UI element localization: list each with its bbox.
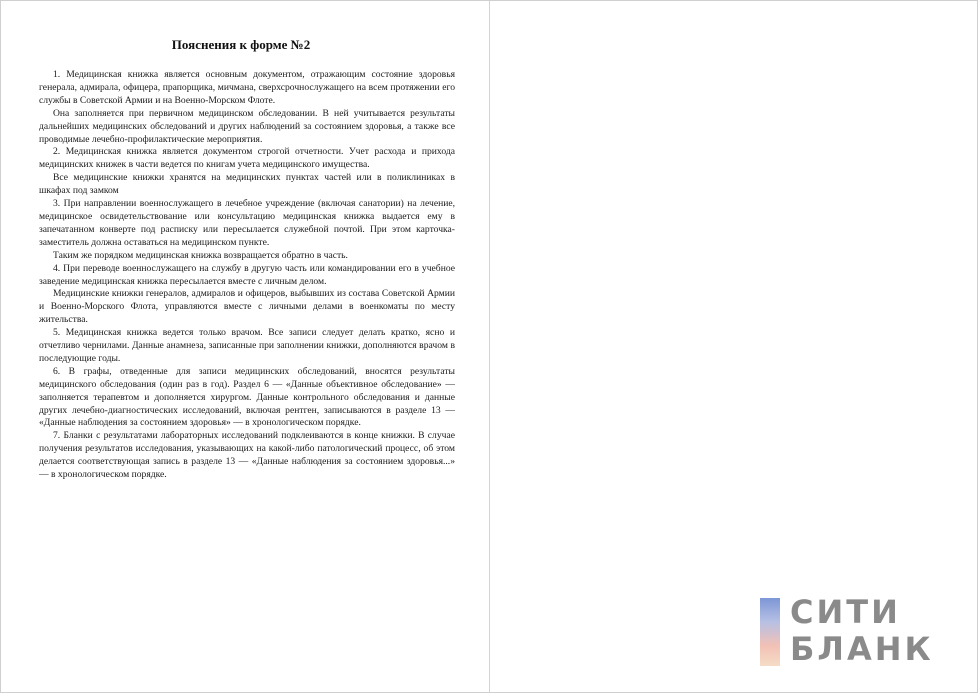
paragraph: 7. Бланки с результатами лабораторных исследований подклеиваются в конце книжки. В случае получения результатов исследования, указывающих на какой-либо патологический процесс, об этом делается соответствующая запись в разделе 13 — «Данные наблюдения за состоянием здоровья...» — в хронологическом порядке. <box>39 430 455 481</box>
paragraph: Она заполняется при первичном медицинском обследовании. В ней учитывается результаты дальнейших медицинских обследований и других наблюдений за состоянием здоровья, а также все проводимые лечебно-профилактические мероприятия. <box>39 107 455 145</box>
paragraph: 5. Медицинская книжка ведется только врачом. Все записи следует делать кратко, ясно и отчетливо чернилами. Данные анамнеза, записанные при заполнении книжки, дополняются врачом в последующие годы. <box>39 327 455 364</box>
right-page <box>490 1 977 692</box>
paragraph: 2. Медицинская книжка является документом строгой отчетности. Учет расхода и прихода медицинских книжек в части ведется по книгам учета медицинского имущества. <box>39 146 455 171</box>
paragraph: Таким же порядком медицинская книжка возвращается обратно в часть. <box>53 249 348 261</box>
paragraph: 1. Медицинская книжка является основным документом, отражающим состояние здоровья генерала, адмирала, офицера, прапорщика, мичмана, сверхсрочнослужащего на всем протяжении его службы в Советской Армии и на Военно-Морском Флоте. <box>39 69 455 106</box>
paragraph: 4. При переводе военнослужащего на службу в другую часть или командировании его в учебное заведение медицинская книжка пересылается вместе с личным делом. <box>39 262 455 287</box>
left-page <box>1 1 489 692</box>
watermark-line-1: СИТИ <box>790 593 901 631</box>
explanation-text <box>39 69 455 482</box>
paragraph: Все медицинские книжки хранятся на медицинских пунктах частей или в поликлиниках в шкафах под замком <box>39 172 455 197</box>
paragraph: 3. При направлении военнослужащего в лечебное учреждение (включая санатории) на лечение, медицинское освидетельствование или консультацию медицинская книжка выдается ему в запечатанном конверте под расписку или пересылается служебной почтой. При этом карточка-заместитель должна оставаться на медицинском пункте. <box>39 198 455 248</box>
watermark-line-2: БЛАНК <box>790 630 934 668</box>
page-title: Пояснения к форме №2 <box>171 37 311 52</box>
paragraph: 6. В графы, отведенные для записи медицинских обследований, вносятся результаты медицинского обследования (один раз в год). Раздел 6 — «Данные объективное обследование» — заполняется терапевтом и дополняется хирургом. Данные контрольного обследования и данные других лечебно-диагностических исследований, включая рентген, записываются в разделе 13 — «Данные наблюдения за состоянием здоровья» — в хронологическом порядке. <box>39 365 455 429</box>
paragraph: Медицинские книжки генералов, адмиралов и офицеров, выбывших из состава Советской Армии и Военно-Морского Флота, управляются вместе с личными делами в военкоматы по месту жительства. <box>39 288 455 326</box>
watermark-logo <box>760 593 960 668</box>
watermark-gradient-bar <box>760 598 780 666</box>
